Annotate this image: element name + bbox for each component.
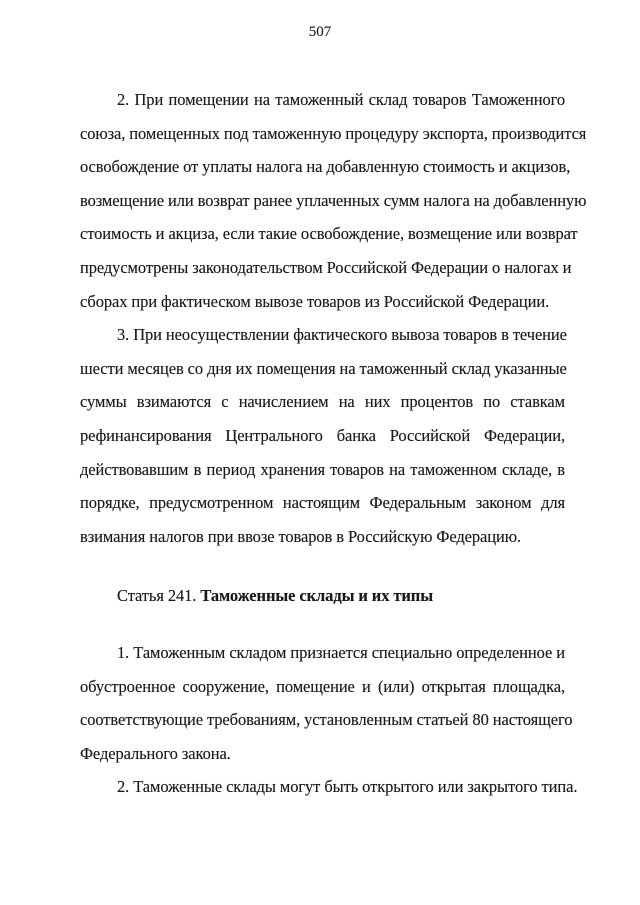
text-line: 2. Таможенные склады могут быть открытого или закрытого типа. (117, 777, 578, 797)
text-line: стоимость и акциза, если такие освобождение, возмещение или возврат (80, 224, 578, 244)
text-line: 1. Таможенным складом признается специально определенное и (117, 642, 565, 662)
article-number: Статья 241. (117, 586, 201, 606)
text-line: действовавшим в период хранения товаров на таможенном складе, в (80, 459, 565, 479)
text-line: освобождение от уплаты налога на добавленную стоимость и акцизов, (80, 157, 571, 177)
paragraph (80, 83, 587, 318)
text-line: рефинансирования Центрального банка Российской Федерации, (80, 425, 565, 445)
text-line: союза, помещенных под таможенную процедуру экспорта, производится (80, 123, 587, 143)
text-line: суммы взимаются с начислением на них процентов по ставкам (80, 392, 565, 412)
text-line: взимания налогов при ввозе товаров в Российскую Федерацию. (80, 526, 521, 546)
paragraph (80, 318, 565, 553)
article-heading (80, 579, 565, 613)
article-title: Таможенные склады и их типы (200, 586, 433, 606)
text-line: соответствующие требованиям, установленным статьей 80 настоящего (80, 710, 573, 730)
document-text (80, 83, 587, 804)
paragraph (80, 636, 573, 770)
page-number: 507 (308, 24, 332, 40)
text-line: порядке, предусмотренном настоящим Федеральным законом для (80, 493, 565, 513)
text-line: шести месяцев со дня их помещения на таможенный склад указанные (80, 358, 567, 378)
text-line: обустроенное сооружение, помещение и (или) открытая площадка, (80, 676, 565, 696)
text-line: возмещение или возврат ранее уплаченных сумм налога на добавленную (80, 190, 587, 210)
text-line: 2. При помещении на таможенный склад товаров Таможенного (117, 90, 565, 109)
article-heading-line (80, 579, 565, 613)
text-line: Федерального закона. (80, 743, 231, 763)
text-line: сборах при фактическом вывозе товаров из Российской Федерации. (80, 291, 550, 311)
text-line: 3. При неосуществлении фактического вывоза товаров в течение (117, 325, 567, 345)
text-line: предусмотрены законодательством Российской Федерации о налогах и (80, 257, 572, 277)
paragraph (80, 770, 578, 804)
